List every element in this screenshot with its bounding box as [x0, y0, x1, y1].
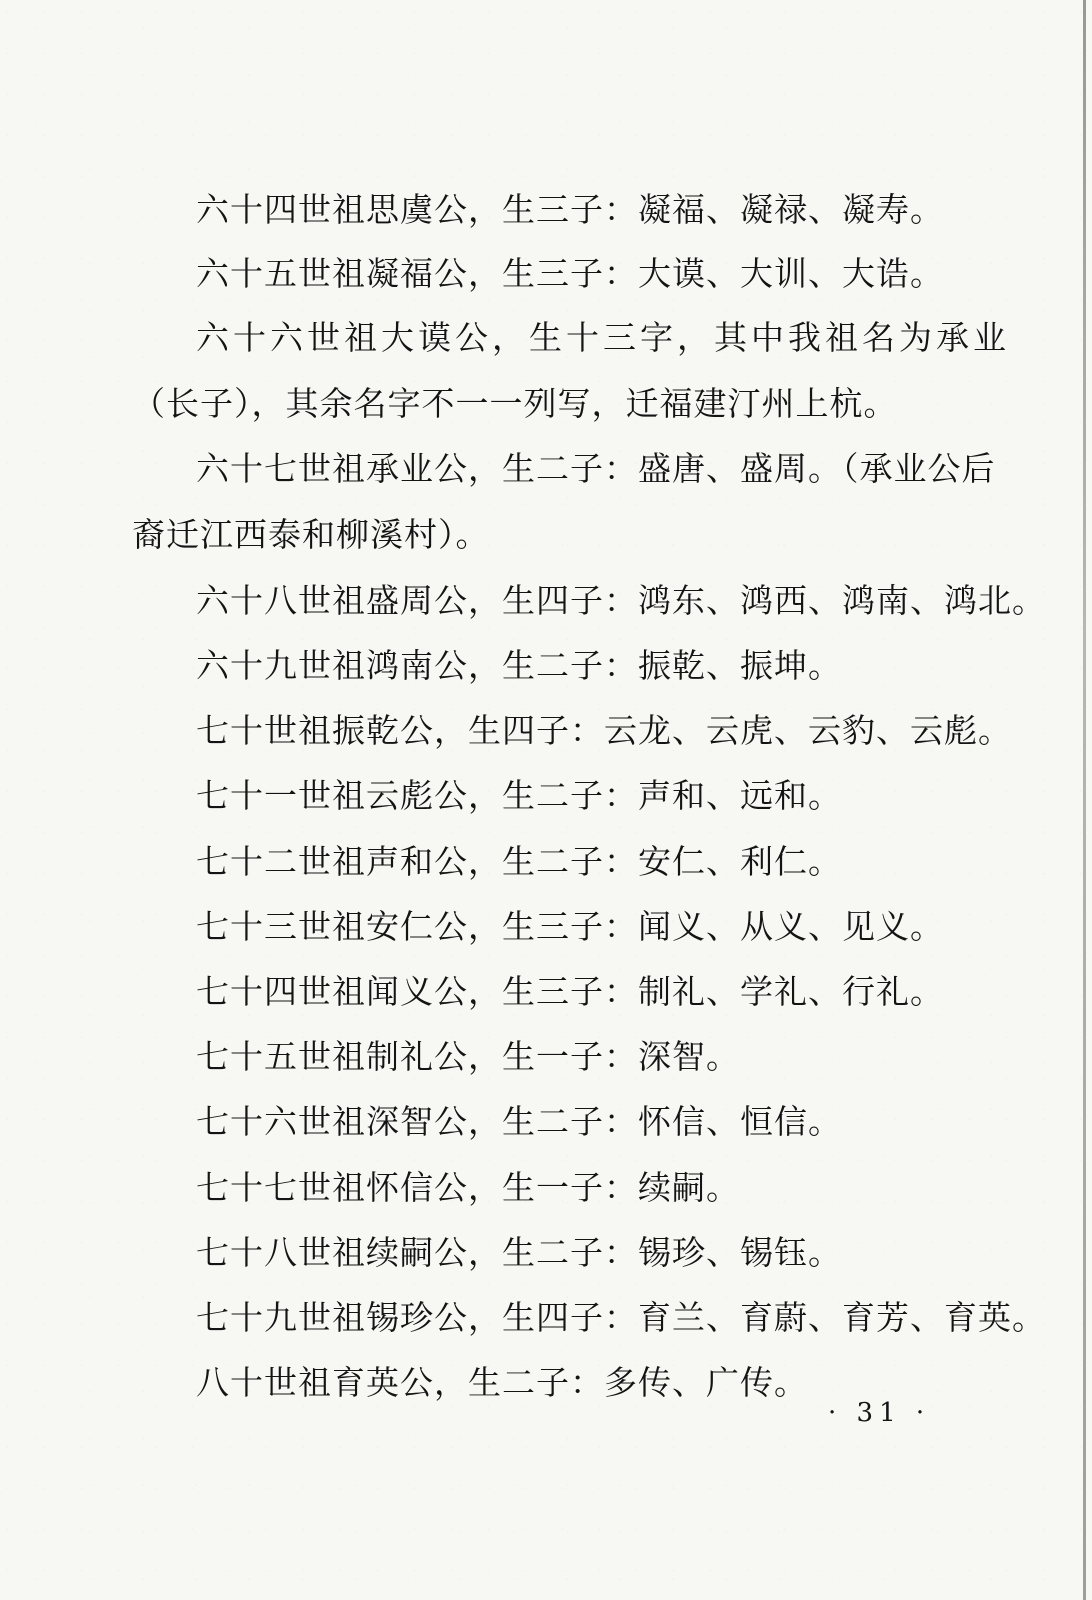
paragraph-line: 七十二世祖声和公，生二子：安仁、利仁。 — [196, 842, 842, 881]
paragraph-line: 六十九世祖鸿南公，生二子：振乾、振坤。 — [196, 646, 842, 685]
paragraph-line: 七十九世祖锡珍公，生四子：育兰、育蔚、育芳、育英。 — [196, 1298, 1046, 1337]
paragraph-line: 七十世祖振乾公，生四子：云龙、云虎、云豹、云彪。 — [196, 711, 1012, 750]
paragraph-line: 六十六世祖大谟公，生十三字，其中我祖名为承业 — [196, 318, 1010, 357]
paragraph-line: 六十五世祖凝福公，生三子：大谟、大训、大诰。 — [196, 254, 944, 293]
paragraph-line: 八十世祖育英公，生二子：多传、广传。 — [196, 1363, 808, 1402]
page-edge-shadow — [1083, 0, 1086, 1600]
paragraph-line: 七十一世祖云彪公，生二子：声和、远和。 — [196, 776, 842, 815]
page-number: · 31 · — [828, 1398, 931, 1428]
paragraph-line: 七十六世祖深智公，生二子：怀信、恒信。 — [196, 1102, 842, 1141]
paragraph-line: 七十五世祖制礼公，生一子：深智。 — [196, 1037, 740, 1076]
paragraph-line: （长子），其余名字不一一列写，迁福建汀州上杭。 — [132, 384, 898, 423]
paragraph-line: 六十七世祖承业公，生二子：盛唐、盛周。（承业公后 — [196, 449, 996, 488]
paragraph-line: 六十八世祖盛周公，生四子：鸿东、鸿西、鸿南、鸿北。 — [196, 581, 1046, 620]
paragraph-line: 七十七世祖怀信公，生一子：续嗣。 — [196, 1168, 740, 1207]
paragraph-line: 七十四世祖闻义公，生三子：制礼、学礼、行礼。 — [196, 972, 944, 1011]
paragraph-line: 裔迁江西泰和柳溪村）。 — [132, 515, 490, 554]
paragraph-line: 七十三世祖安仁公，生三子：闻义、从义、见义。 — [196, 907, 944, 946]
paragraph-line: 七十八世祖续嗣公，生二子：锡珍、锡钰。 — [196, 1233, 842, 1272]
paragraph-line: 六十四世祖思虞公，生三子：凝福、凝禄、凝寿。 — [196, 190, 944, 229]
